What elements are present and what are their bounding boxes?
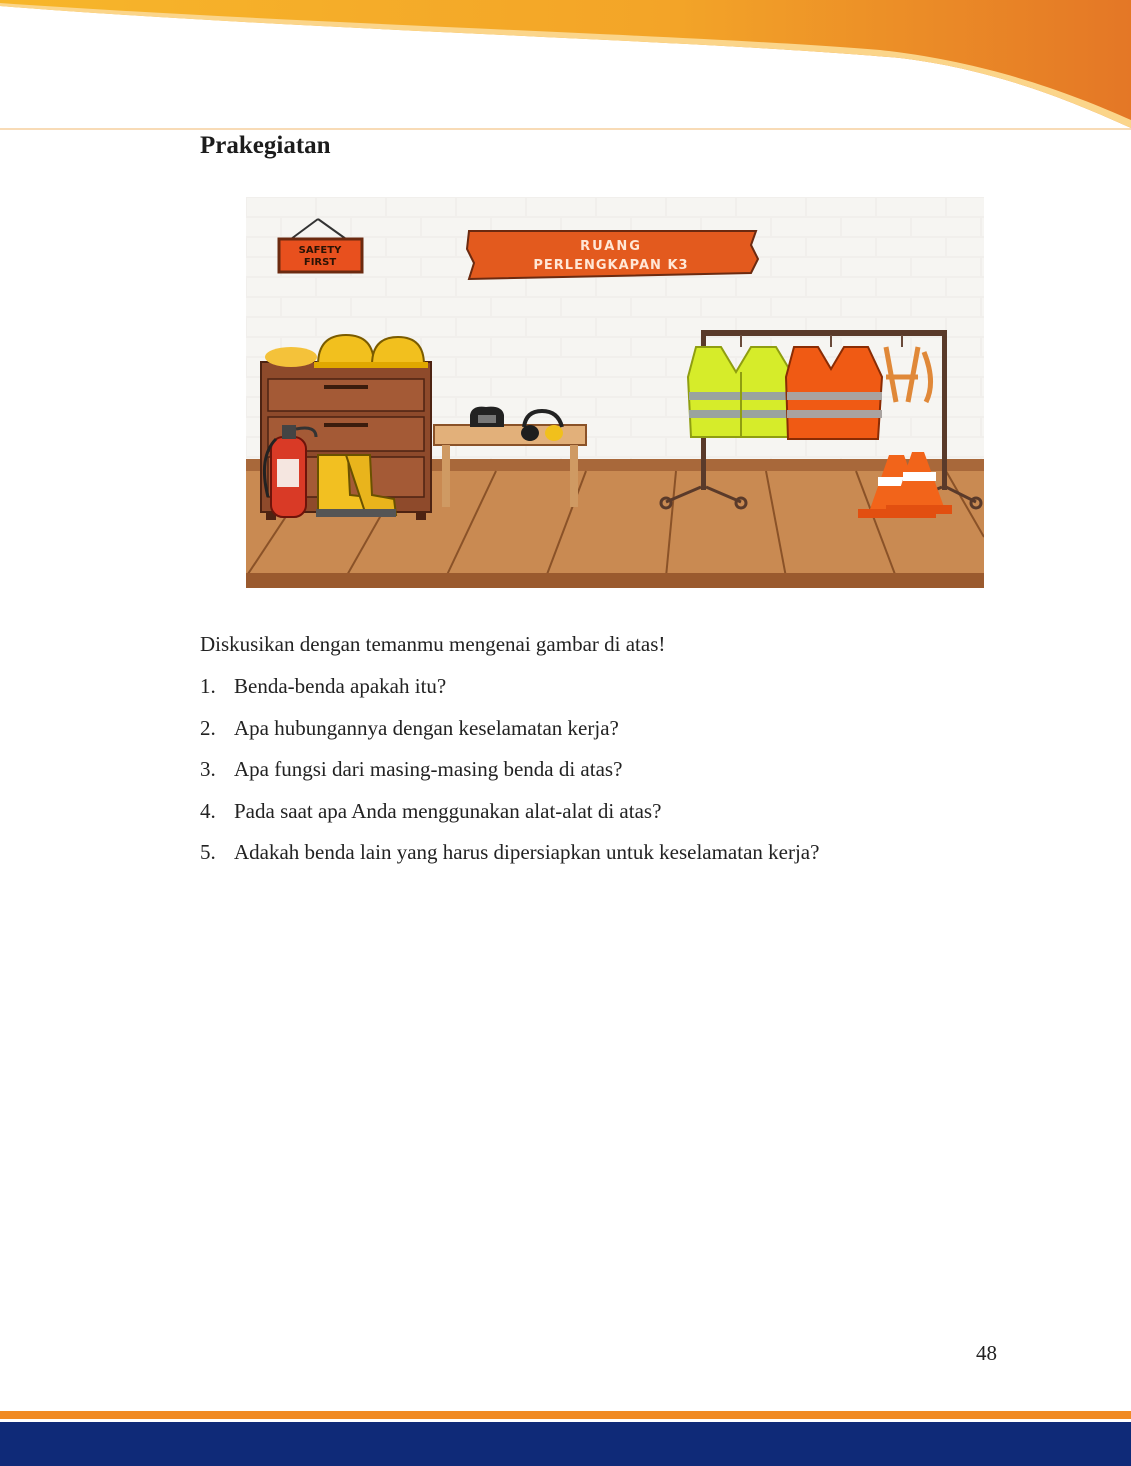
- question-text: Pada saat apa Anda menggunakan alat-alat di atas?: [234, 798, 662, 823]
- safety-sign-text-line2: FIRST: [303, 257, 337, 268]
- question-text: Adakah benda lain yang harus dipersiapkan untuk keselamatan kerja?: [234, 840, 820, 864]
- section-title: Prakegiatan: [200, 132, 331, 159]
- discussion-instruction: Diskusikan dengan temanmu mengenai gambar di atas!: [200, 632, 666, 656]
- question-item: [200, 716, 819, 758]
- question-list: [200, 674, 819, 882]
- question-item: [200, 840, 819, 882]
- question-item: [200, 799, 819, 841]
- question-text: Apa hubungannya dengan keselamatan kerja?: [234, 715, 619, 740]
- question-text: Benda-benda apakah itu?: [234, 674, 447, 698]
- question-number: 4.: [200, 798, 216, 823]
- question-item: [200, 674, 819, 716]
- question-number: 2.: [200, 715, 216, 740]
- question-text: Apa fungsi dari masing-masing benda di atas?: [234, 757, 623, 781]
- page-number: 48: [976, 1341, 997, 1365]
- header-swoosh-decoration: [0, 0, 1131, 135]
- room-sign-text-line1: RUANG: [580, 239, 642, 254]
- footer-band-decoration: [0, 1408, 1131, 1466]
- question-number: 1.: [200, 674, 216, 698]
- question-item: [200, 757, 819, 799]
- safety-sign-text-line1: SAFETY: [298, 245, 342, 256]
- question-number: 5.: [200, 840, 216, 864]
- room-sign-text-line2: PERLENGKAPAN K3: [533, 258, 689, 273]
- question-number: 3.: [200, 757, 216, 781]
- k3-equipment-room-illustration: [246, 197, 984, 588]
